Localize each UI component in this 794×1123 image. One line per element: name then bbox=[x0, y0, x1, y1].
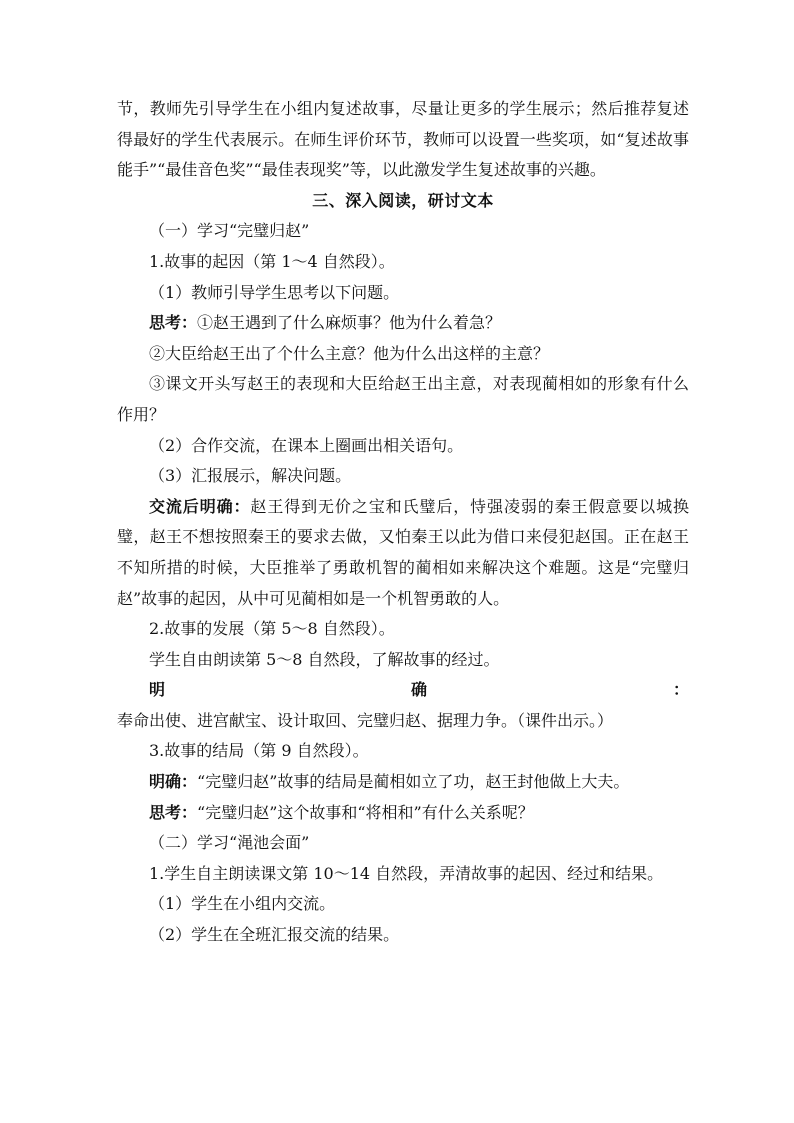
paragraph-free-reading: 学生自由朗读第 5～8 自然段，了解故事的经过。 bbox=[149, 649, 500, 669]
paragraph-question-3: ③课文开头写赵王的表现和大臣给赵王出主意，对表现蔺相如的形象有什么作用？ bbox=[117, 374, 689, 424]
paragraph-report: （3）汇报展示，解决问题。 bbox=[149, 466, 352, 486]
paragraph-story-development: 2.故事的发展（第 5～8 自然段）。 bbox=[149, 619, 395, 639]
paragraph-continuation: 节，教师先引导学生在小组内复述故事，尽量让更多的学生展示；然后推荐复述得最好的学生代表展示。在师生评价环节，教师可以设置一些奖项，如“复述故事能手”“最佳音色奖”“最佳表现奖”等，以此激发学生复述故事的兴趣。 bbox=[117, 99, 689, 180]
paragraph-clarify-after-exchange bbox=[117, 492, 689, 614]
clarify-text: 奉命出使、进宫献宝、设计取回、完璧归赵、据理力争。（课件出示。） bbox=[117, 710, 614, 730]
paragraph-question-2: ②大臣给赵王出了个什么主意？他为什么出这样的主意？ bbox=[149, 343, 550, 363]
paragraph-think-1 bbox=[117, 308, 689, 339]
label-clarify: 明确： bbox=[149, 772, 198, 792]
paragraph-story-ending: 3.故事的结局（第 9 自然段）。 bbox=[149, 741, 369, 761]
think-text: ①赵王遇到了什么麻烦事？他为什么着急？ bbox=[197, 313, 502, 333]
clarify-text: 赵王得到无价之宝和氏璧后，恃强凌弱的秦王假意要以城换璧，赵王不想按照秦王的要求去做，又怕秦王以此为借口来侵犯赵国。正在赵王不知所措的时候，大臣推举了勇敢机智的蔺相如来解决这个难题。这是“完璧归赵”故事的起因，从中可见蔺相如是一个机智勇敢的人。 bbox=[117, 496, 689, 608]
think-text: “完璧归赵”这个故事和“将相和”有什么关系呢？ bbox=[197, 802, 534, 822]
section-heading: 三、深入阅读，研讨文本 bbox=[312, 190, 494, 210]
subsection-heading-wanbiguizhao: （一）学习“完璧归赵” bbox=[149, 221, 310, 241]
paragraph-group-exchange: （1）学生在小组内交流。 bbox=[149, 894, 336, 914]
paragraph-teacher-guide: （1）教师引导学生思考以下问题。 bbox=[149, 282, 400, 302]
paragraph-cooperate: （2）合作交流，在课本上圈画出相关语句。 bbox=[149, 435, 464, 455]
document-body bbox=[117, 94, 689, 951]
paragraph-class-report: （2）学生在全班汇报交流的结果。 bbox=[149, 925, 400, 945]
paragraph-self-reading: 1.学生自主朗读课文第 10～14 自然段，弄清故事的起因、经过和结果。 bbox=[149, 863, 664, 883]
label-clarify: 明确： bbox=[149, 680, 689, 700]
label-think: 思考： bbox=[149, 313, 198, 333]
subsection-heading-mianchi: （二）学习“渑池会面” bbox=[149, 833, 310, 853]
paragraph-story-cause: 1.故事的起因（第 1～4 自然段）。 bbox=[149, 251, 395, 271]
label-clarify-after-exchange: 交流后明确： bbox=[149, 496, 251, 516]
paragraph-clarify-1 bbox=[117, 675, 689, 736]
paragraph-think-2 bbox=[117, 798, 689, 829]
label-think: 思考： bbox=[149, 802, 198, 822]
clarify-text: “完璧归赵”故事的结局是蔺相如立了功，赵王封他做上大夫。 bbox=[197, 772, 630, 792]
paragraph-clarify-2 bbox=[117, 767, 689, 798]
